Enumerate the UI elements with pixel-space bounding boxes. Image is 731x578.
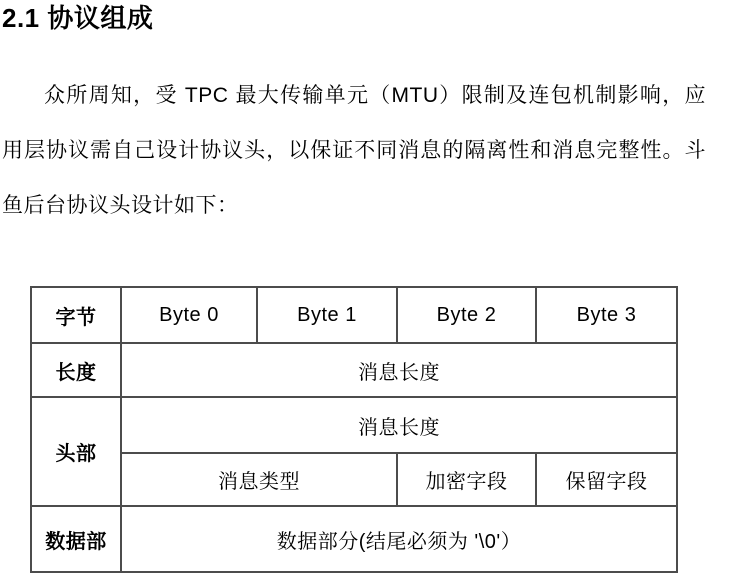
cell-header-message-length: 消息长度 (121, 397, 677, 453)
row-label-data: 数据部 (31, 506, 121, 572)
table-row-header-2 (31, 453, 677, 506)
table-row-data (31, 506, 677, 572)
cell-reserved-field: 保留字段 (536, 453, 677, 506)
cell-byte2: Byte 2 (397, 287, 536, 343)
cell-byte3: Byte 3 (536, 287, 677, 343)
section-heading: 2.1 协议组成 (2, 3, 154, 33)
cell-message-type: 消息类型 (121, 453, 397, 506)
cell-byte0: Byte 0 (121, 287, 257, 343)
body-paragraph: 众所周知，受 TPC 最大传输单元（MTU）限制及连包机制影响，应用层协议需自己设计协议头，以保证不同消息的隔离性和消息完整性。斗鱼后台协议头设计如下： (2, 84, 706, 217)
cell-data-section: 数据部分(结尾必须为 '\0'） (121, 506, 677, 572)
table-row-length (31, 343, 677, 397)
row-label-length: 长度 (31, 343, 121, 397)
table-row-byte (31, 287, 677, 343)
cell-encrypt-field: 加密字段 (397, 453, 536, 506)
table-row-header-1 (31, 397, 677, 453)
row-label-byte: 字节 (31, 287, 121, 343)
row-label-header: 头部 (31, 397, 121, 506)
protocol-header-table (30, 286, 678, 573)
cell-byte1: Byte 1 (257, 287, 397, 343)
cell-message-length: 消息长度 (121, 343, 677, 397)
